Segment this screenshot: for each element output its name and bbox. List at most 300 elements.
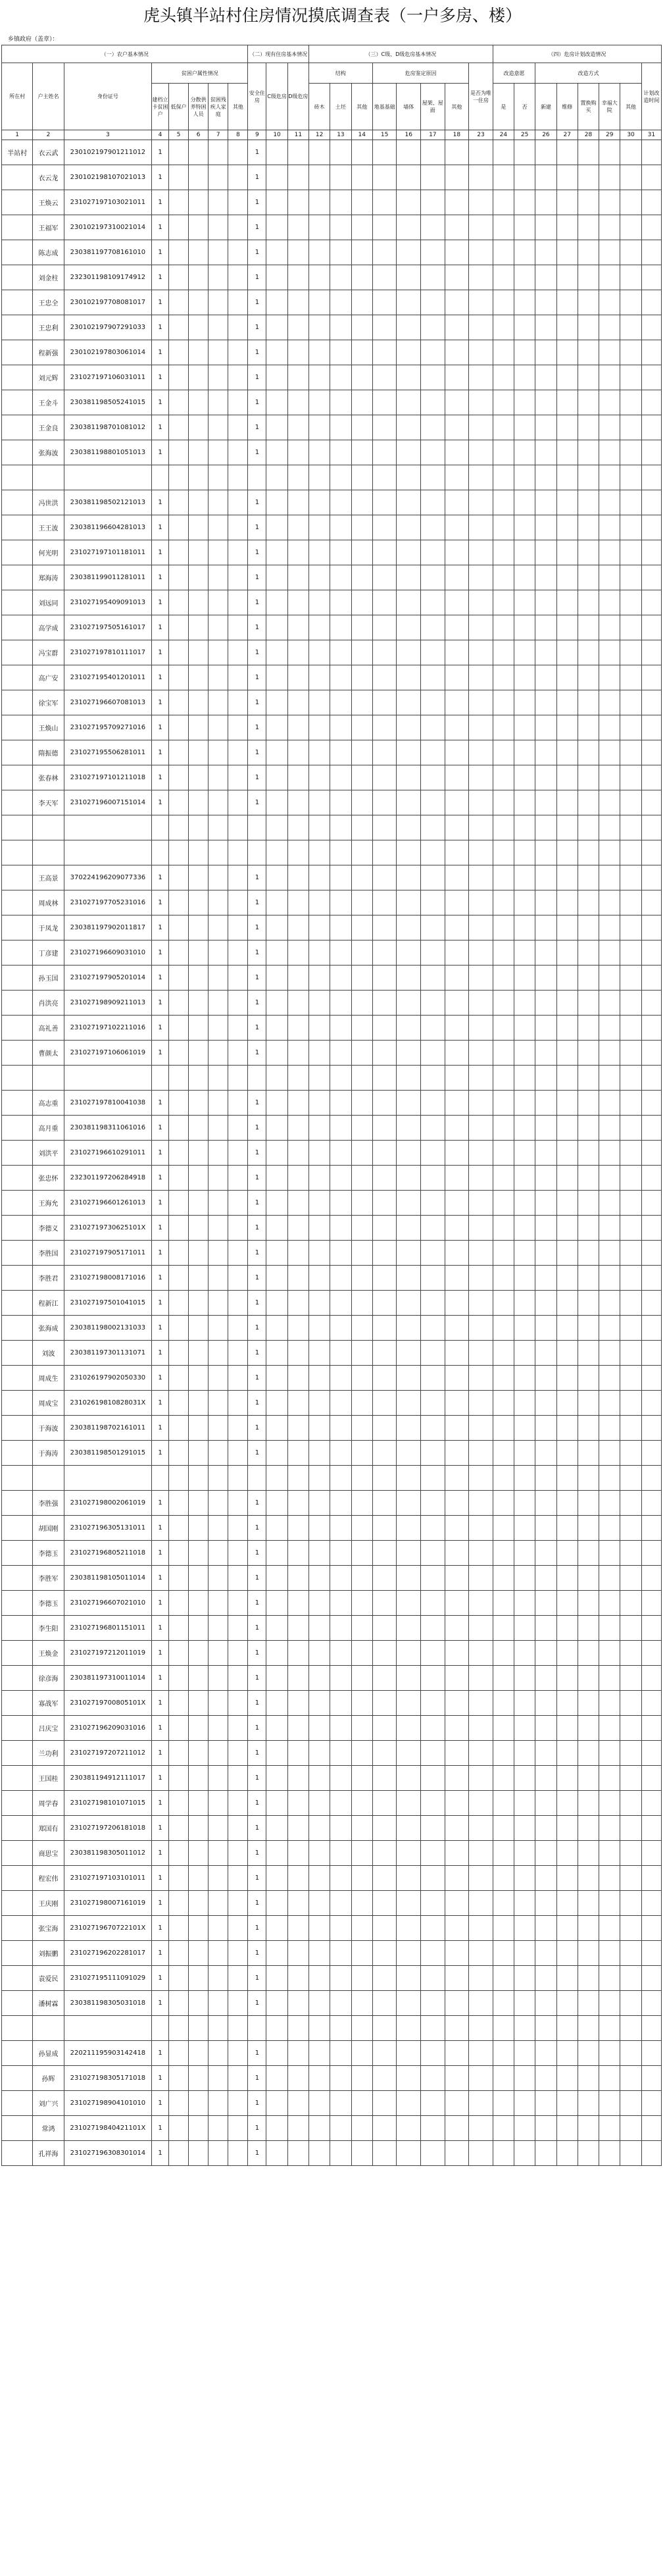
value-cell bbox=[209, 1166, 228, 1191]
id-number-cell: 231027197905171011 bbox=[64, 1241, 151, 1266]
value-cell bbox=[351, 615, 372, 640]
value-cell: 1 bbox=[248, 1566, 266, 1591]
value-cell bbox=[189, 240, 209, 265]
value-cell bbox=[351, 1066, 372, 1091]
value-cell bbox=[514, 2066, 535, 2091]
value-cell bbox=[469, 2091, 493, 2116]
value-cell bbox=[620, 1291, 641, 1316]
value-cell bbox=[330, 1891, 351, 1916]
value-cell bbox=[535, 1666, 556, 1691]
value-cell bbox=[287, 540, 308, 565]
id-number-cell bbox=[64, 840, 151, 865]
value-cell bbox=[287, 215, 308, 240]
value-cell bbox=[397, 1191, 421, 1216]
value-cell bbox=[578, 1841, 599, 1866]
value-cell bbox=[372, 2066, 397, 2091]
value-cell bbox=[514, 1741, 535, 1766]
value-cell bbox=[578, 1366, 599, 1391]
id-number-cell: 230102197708081017 bbox=[64, 290, 151, 315]
value-cell bbox=[228, 865, 248, 890]
value-cell bbox=[309, 790, 330, 815]
value-cell: 1 bbox=[248, 1341, 266, 1366]
value-cell bbox=[469, 540, 493, 565]
value-cell: 1 bbox=[152, 1391, 169, 1416]
value-cell bbox=[514, 1366, 535, 1391]
column-number: 3 bbox=[64, 130, 151, 140]
value-cell bbox=[445, 490, 469, 515]
value-cell bbox=[641, 665, 661, 690]
value-cell bbox=[493, 1216, 514, 1241]
value-cell: 1 bbox=[152, 1266, 169, 1291]
village-cell bbox=[2, 1416, 33, 1441]
value-cell bbox=[641, 865, 661, 890]
value-cell bbox=[372, 390, 397, 415]
value-cell bbox=[620, 1916, 641, 1941]
value-cell bbox=[209, 1791, 228, 1816]
value-cell bbox=[641, 1416, 661, 1441]
value-cell bbox=[266, 1991, 287, 2016]
value-cell bbox=[469, 290, 493, 315]
value-cell bbox=[372, 2141, 397, 2166]
village-cell bbox=[2, 1366, 33, 1391]
value-cell bbox=[556, 1941, 578, 1966]
value-cell bbox=[599, 1291, 620, 1316]
value-cell bbox=[397, 1841, 421, 1866]
value-cell bbox=[641, 1241, 661, 1266]
value-cell bbox=[189, 1666, 209, 1691]
value-cell bbox=[309, 565, 330, 590]
value-cell bbox=[168, 865, 188, 890]
value-cell bbox=[514, 390, 535, 415]
value-cell bbox=[514, 1966, 535, 1991]
value-cell bbox=[514, 1016, 535, 1041]
value-cell bbox=[372, 1991, 397, 2016]
value-cell bbox=[189, 890, 209, 915]
value-cell bbox=[599, 690, 620, 715]
value-cell bbox=[493, 1016, 514, 1041]
value-cell bbox=[209, 515, 228, 540]
value-cell bbox=[189, 1991, 209, 2016]
value-cell bbox=[351, 415, 372, 440]
value-cell bbox=[266, 565, 287, 590]
value-cell bbox=[330, 1791, 351, 1816]
table-row bbox=[2, 1516, 662, 1541]
value-cell bbox=[351, 765, 372, 790]
value-cell bbox=[578, 765, 599, 790]
value-cell bbox=[266, 1541, 287, 1566]
value-cell bbox=[397, 1366, 421, 1391]
value-cell bbox=[469, 991, 493, 1016]
head-name-cell: 刘洪平 bbox=[33, 1141, 64, 1166]
value-cell bbox=[469, 1291, 493, 1316]
value-cell bbox=[351, 2091, 372, 2116]
value-cell bbox=[228, 665, 248, 690]
value-cell bbox=[309, 1091, 330, 1116]
value-cell bbox=[556, 365, 578, 390]
value-cell bbox=[578, 1116, 599, 1141]
id-number-cell: 231027195709271016 bbox=[64, 715, 151, 740]
value-cell bbox=[445, 240, 469, 265]
value-cell bbox=[535, 240, 556, 265]
village-cell bbox=[2, 966, 33, 991]
header-c6: 分散供养特困人员 bbox=[189, 84, 209, 130]
value-cell: 1 bbox=[152, 1491, 169, 1516]
value-cell bbox=[445, 1216, 469, 1241]
value-cell bbox=[578, 265, 599, 290]
value-cell bbox=[209, 1291, 228, 1316]
value-cell bbox=[397, 1866, 421, 1891]
value-cell bbox=[266, 1716, 287, 1741]
value-cell bbox=[309, 1916, 330, 1941]
value-cell bbox=[228, 365, 248, 390]
head-name-cell: 王焕金 bbox=[33, 1641, 64, 1666]
id-number-cell: 23102719700805101X bbox=[64, 1691, 151, 1716]
value-cell bbox=[189, 840, 209, 865]
head-name-cell: 程新江 bbox=[33, 1291, 64, 1316]
value-cell bbox=[599, 865, 620, 890]
village-cell bbox=[2, 765, 33, 790]
table-row bbox=[2, 515, 662, 540]
value-cell bbox=[248, 1466, 266, 1491]
value-cell bbox=[266, 1416, 287, 1441]
value-cell bbox=[397, 290, 421, 315]
value-cell bbox=[287, 790, 308, 815]
value-cell bbox=[209, 565, 228, 590]
column-number: 7 bbox=[209, 130, 228, 140]
village-cell bbox=[2, 1491, 33, 1516]
value-cell bbox=[578, 1391, 599, 1416]
value-cell bbox=[287, 1416, 308, 1441]
value-cell bbox=[351, 290, 372, 315]
value-cell bbox=[514, 1316, 535, 1341]
value-cell bbox=[266, 1091, 287, 1116]
head-name-cell: 孙辉 bbox=[33, 2066, 64, 2091]
value-cell bbox=[351, 1641, 372, 1666]
value-cell: 1 bbox=[152, 940, 169, 966]
value-cell bbox=[620, 715, 641, 740]
value-cell bbox=[330, 2016, 351, 2041]
value-cell bbox=[641, 640, 661, 665]
value-cell bbox=[287, 1941, 308, 1966]
value-cell bbox=[397, 1616, 421, 1641]
value-cell bbox=[372, 1941, 397, 1966]
value-cell bbox=[351, 1891, 372, 1916]
value-cell bbox=[599, 240, 620, 265]
value-cell bbox=[209, 715, 228, 740]
head-name-cell: 冯世洪 bbox=[33, 490, 64, 515]
value-cell bbox=[493, 1041, 514, 1066]
value-cell bbox=[397, 1416, 421, 1441]
value-cell bbox=[228, 390, 248, 415]
value-cell bbox=[421, 1416, 445, 1441]
value-cell bbox=[309, 966, 330, 991]
value-cell: 1 bbox=[152, 1091, 169, 1116]
value-cell bbox=[372, 2016, 397, 2041]
value-cell bbox=[287, 2016, 308, 2041]
value-cell bbox=[493, 1191, 514, 1216]
value-cell bbox=[266, 1516, 287, 1541]
value-cell bbox=[445, 1066, 469, 1091]
value-cell bbox=[330, 1716, 351, 1741]
value-cell bbox=[421, 765, 445, 790]
value-cell bbox=[189, 1416, 209, 1441]
value-cell bbox=[168, 440, 188, 465]
value-cell bbox=[599, 1391, 620, 1416]
value-cell bbox=[620, 915, 641, 940]
value-cell bbox=[599, 1491, 620, 1516]
table-row bbox=[2, 890, 662, 915]
column-number: 15 bbox=[372, 130, 397, 140]
value-cell bbox=[599, 1641, 620, 1666]
value-cell bbox=[287, 1566, 308, 1591]
value-cell bbox=[445, 1516, 469, 1541]
value-cell: 1 bbox=[248, 140, 266, 165]
value-cell bbox=[445, 715, 469, 740]
value-cell bbox=[578, 2116, 599, 2141]
value-cell bbox=[493, 1066, 514, 1091]
id-number-cell: 231027198008171016 bbox=[64, 1266, 151, 1291]
value-cell bbox=[330, 365, 351, 390]
value-cell bbox=[168, 991, 188, 1016]
head-name-cell: 王忠利 bbox=[33, 315, 64, 340]
value-cell bbox=[266, 440, 287, 465]
village-cell bbox=[2, 215, 33, 240]
value-cell bbox=[578, 2041, 599, 2066]
value-cell: 1 bbox=[248, 165, 266, 190]
header-village: 所在村 bbox=[2, 63, 33, 130]
value-cell bbox=[228, 1691, 248, 1716]
id-number-cell: 230381197708161010 bbox=[64, 240, 151, 265]
value-cell bbox=[445, 2116, 469, 2141]
village-cell bbox=[2, 1791, 33, 1816]
value-cell bbox=[514, 665, 535, 690]
value-cell bbox=[209, 1591, 228, 1616]
value-cell bbox=[330, 265, 351, 290]
value-cell bbox=[493, 1616, 514, 1641]
value-cell bbox=[397, 440, 421, 465]
value-cell bbox=[535, 765, 556, 790]
head-name-cell bbox=[33, 840, 64, 865]
value-cell bbox=[493, 1866, 514, 1891]
value-cell bbox=[330, 1191, 351, 1216]
value-cell bbox=[599, 915, 620, 940]
value-cell bbox=[228, 165, 248, 190]
head-name-cell: 孔祥海 bbox=[33, 2141, 64, 2166]
value-cell bbox=[514, 190, 535, 215]
value-cell bbox=[397, 1441, 421, 1466]
head-name-cell: 李胜君 bbox=[33, 1266, 64, 1291]
value-cell bbox=[620, 190, 641, 215]
value-cell bbox=[287, 565, 308, 590]
value-cell bbox=[189, 2066, 209, 2091]
value-cell bbox=[641, 615, 661, 640]
value-cell bbox=[266, 290, 287, 315]
value-cell bbox=[514, 615, 535, 640]
value-cell bbox=[641, 1916, 661, 1941]
value-cell bbox=[228, 590, 248, 615]
value-cell bbox=[421, 1966, 445, 1991]
value-cell bbox=[445, 1791, 469, 1816]
id-number-cell: 231027198101071015 bbox=[64, 1791, 151, 1816]
value-cell bbox=[189, 2141, 209, 2166]
value-cell bbox=[445, 1341, 469, 1366]
village-cell bbox=[2, 1991, 33, 2016]
value-cell bbox=[599, 1741, 620, 1766]
value-cell bbox=[620, 1941, 641, 1966]
value-cell bbox=[493, 1316, 514, 1341]
value-cell bbox=[599, 1066, 620, 1091]
value-cell bbox=[469, 565, 493, 590]
value-cell bbox=[578, 2066, 599, 2091]
value-cell bbox=[351, 865, 372, 890]
value-cell bbox=[514, 1566, 535, 1591]
village-cell bbox=[2, 1466, 33, 1491]
value-cell: 1 bbox=[248, 390, 266, 415]
value-cell bbox=[535, 140, 556, 165]
value-cell bbox=[599, 1841, 620, 1866]
value-cell bbox=[209, 1966, 228, 1991]
value-cell: 1 bbox=[248, 615, 266, 640]
value-cell bbox=[620, 1966, 641, 1991]
value-cell bbox=[641, 340, 661, 365]
value-cell bbox=[493, 2066, 514, 2091]
value-cell bbox=[578, 890, 599, 915]
value-cell bbox=[445, 2041, 469, 2066]
value-cell bbox=[493, 465, 514, 490]
value-cell bbox=[514, 1541, 535, 1566]
value-cell: 1 bbox=[248, 1866, 266, 1891]
value-cell bbox=[421, 290, 445, 315]
value-cell bbox=[228, 490, 248, 515]
value-cell bbox=[351, 2066, 372, 2091]
value-cell bbox=[469, 2116, 493, 2141]
value-cell bbox=[535, 1041, 556, 1066]
value-cell bbox=[469, 640, 493, 665]
value-cell bbox=[578, 415, 599, 440]
village-cell bbox=[2, 1441, 33, 1466]
value-cell bbox=[641, 1666, 661, 1691]
value-cell: 1 bbox=[152, 1691, 169, 1716]
value-cell bbox=[641, 240, 661, 265]
value-cell bbox=[228, 2041, 248, 2066]
value-cell bbox=[309, 165, 330, 190]
value-cell bbox=[641, 1016, 661, 1041]
header-d-level: D级危房 bbox=[287, 63, 308, 130]
id-number-cell: 230381198502121013 bbox=[64, 490, 151, 515]
village-cell bbox=[2, 1691, 33, 1716]
value-cell bbox=[641, 1041, 661, 1066]
value-cell bbox=[556, 2016, 578, 2041]
value-cell bbox=[168, 315, 188, 340]
value-cell bbox=[493, 1891, 514, 1916]
value-cell bbox=[514, 1291, 535, 1316]
value-cell bbox=[535, 640, 556, 665]
value-cell bbox=[309, 390, 330, 415]
value-cell bbox=[556, 1366, 578, 1391]
value-cell bbox=[351, 215, 372, 240]
table-row bbox=[2, 315, 662, 340]
value-cell bbox=[469, 1416, 493, 1441]
value-cell bbox=[309, 1391, 330, 1416]
value-cell bbox=[309, 540, 330, 565]
value-cell bbox=[445, 290, 469, 315]
value-cell bbox=[535, 1891, 556, 1916]
value-cell bbox=[330, 840, 351, 865]
value-cell: 1 bbox=[152, 765, 169, 790]
value-cell bbox=[599, 1091, 620, 1116]
value-cell bbox=[372, 865, 397, 890]
value-cell bbox=[535, 1591, 556, 1616]
value-cell bbox=[578, 665, 599, 690]
value-cell bbox=[189, 190, 209, 215]
value-cell bbox=[330, 890, 351, 915]
value-cell bbox=[189, 415, 209, 440]
value-cell bbox=[493, 515, 514, 540]
value-cell bbox=[287, 1241, 308, 1266]
value-cell bbox=[469, 715, 493, 740]
value-cell bbox=[514, 966, 535, 991]
value-cell bbox=[421, 1491, 445, 1516]
village-cell bbox=[2, 1266, 33, 1291]
value-cell bbox=[287, 265, 308, 290]
head-name-cell: 孙玉国 bbox=[33, 966, 64, 991]
value-cell: 1 bbox=[248, 1041, 266, 1066]
value-cell bbox=[445, 1691, 469, 1716]
value-cell bbox=[514, 1216, 535, 1241]
head-name-cell: 李生阳 bbox=[33, 1616, 64, 1641]
value-cell bbox=[397, 2066, 421, 2091]
id-number-cell: 230381198702161011 bbox=[64, 1416, 151, 1441]
value-cell bbox=[641, 1191, 661, 1216]
value-cell bbox=[351, 1041, 372, 1066]
value-cell bbox=[620, 1591, 641, 1616]
value-cell bbox=[493, 1366, 514, 1391]
value-cell bbox=[641, 966, 661, 991]
value-cell bbox=[330, 740, 351, 765]
value-cell bbox=[351, 1741, 372, 1766]
value-cell bbox=[309, 1741, 330, 1766]
column-number: 27 bbox=[556, 130, 578, 140]
value-cell bbox=[421, 1716, 445, 1741]
id-number-cell: 231027196610291011 bbox=[64, 1141, 151, 1166]
value-cell bbox=[168, 1666, 188, 1691]
value-cell bbox=[469, 815, 493, 840]
value-cell bbox=[556, 991, 578, 1016]
value-cell bbox=[351, 1866, 372, 1891]
value-cell bbox=[493, 265, 514, 290]
value-cell bbox=[556, 1691, 578, 1716]
value-cell bbox=[287, 715, 308, 740]
value-cell bbox=[599, 740, 620, 765]
value-cell bbox=[372, 1241, 397, 1266]
value-cell bbox=[620, 1066, 641, 1091]
value-cell bbox=[351, 715, 372, 740]
value-cell bbox=[330, 1316, 351, 1341]
value-cell bbox=[189, 1466, 209, 1491]
value-cell bbox=[445, 1916, 469, 1941]
value-cell bbox=[351, 840, 372, 865]
value-cell bbox=[514, 1716, 535, 1741]
value-cell bbox=[556, 615, 578, 640]
value-cell bbox=[578, 1766, 599, 1791]
value-cell bbox=[168, 1491, 188, 1516]
value-cell bbox=[351, 1966, 372, 1991]
value-cell bbox=[641, 1066, 661, 1091]
value-cell bbox=[228, 815, 248, 840]
village-cell bbox=[2, 1816, 33, 1841]
value-cell bbox=[556, 1391, 578, 1416]
id-number-cell: 232301197206284918 bbox=[64, 1166, 151, 1191]
